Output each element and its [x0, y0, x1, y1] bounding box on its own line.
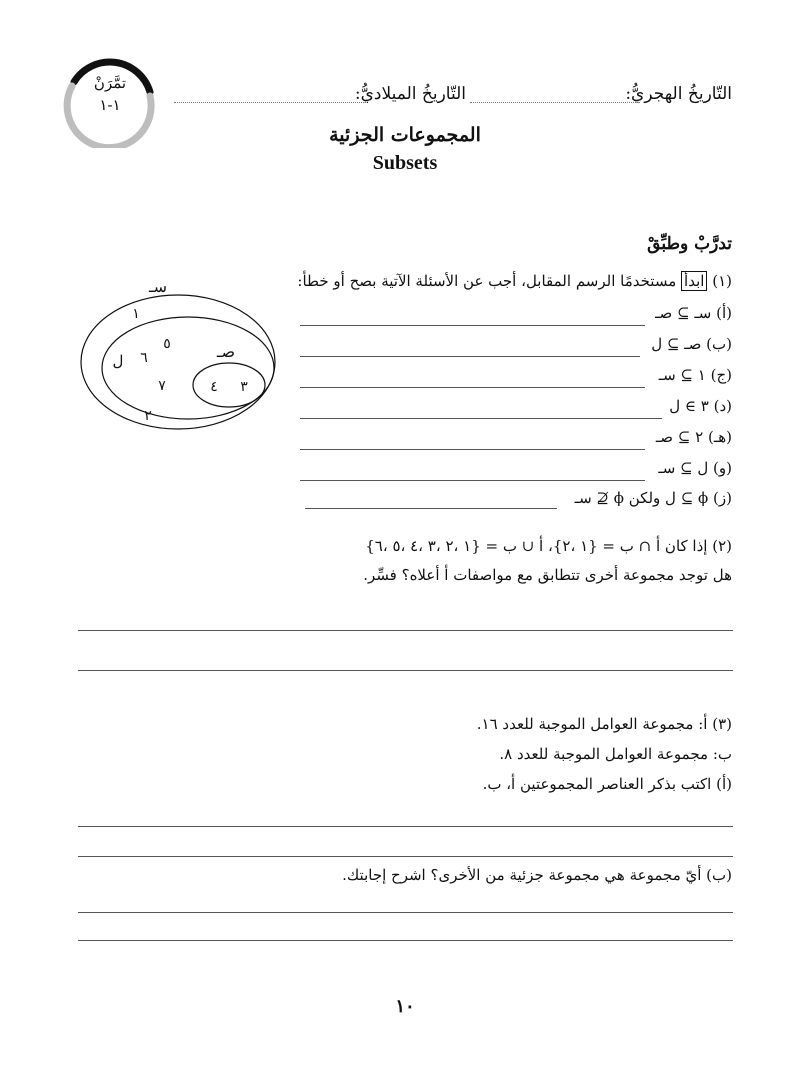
q1-item-c-answer-line[interactable] — [300, 387, 645, 388]
q3a-answer-line-2[interactable] — [78, 856, 733, 857]
q1-item-c-label: (ج) ١ ⊇ سـ — [658, 366, 732, 384]
q1-prompt-text: مستخدمًا الرسم المقابل، أجب عن الأسئلة الآتية بصح أو خطأ: — [297, 272, 677, 290]
q1-item-f-answer-line[interactable] — [300, 480, 645, 481]
q1-item-e-label: (هـ) ٢ ⊇ صـ — [655, 428, 732, 446]
venn-element-4: ٤ — [210, 379, 218, 395]
badge-label: تمَّرَنْ — [93, 74, 127, 92]
venn-element-6: ٦ — [140, 350, 148, 366]
hijri-date-label: التّاريخُ الهجريُّ: — [625, 84, 732, 104]
page-title-english: Subsets — [372, 152, 438, 174]
q3-line3: (أ) اكتب بذكر العناصر المجموعتين ﺃ، ب. — [482, 775, 732, 793]
q1-item-a-answer-line[interactable] — [300, 325, 645, 326]
q2-line1: (٢) إذا كان ﺃ ∩ ب = {١ ،٢}، ﺃ ∪ ب = {١ ،٢ ،٣ ،٤ ،٥ ،٦} — [365, 537, 732, 555]
q3a-answer-line-1[interactable] — [78, 826, 733, 827]
start-tag: ابدأ — [681, 271, 707, 291]
venn-label-m: صـ — [216, 342, 236, 361]
venn-element-1: ١ — [132, 306, 140, 322]
page-number: ١٠ — [395, 996, 415, 1017]
q1-item-d-label: (د) ٣ ∋ ل — [669, 397, 732, 415]
q3-line1: (٣) ﺃ: مجموعة العوامل الموجبة للعدد ١٦. — [476, 715, 732, 733]
venn-label-s: سـ — [148, 277, 168, 296]
q1-item-d-answer-line[interactable] — [300, 418, 662, 419]
q1-item-g-answer-line[interactable] — [305, 508, 557, 509]
q2-answer-line-2[interactable] — [78, 670, 733, 671]
venn-element-3: ٣ — [240, 379, 248, 395]
hijri-date-field[interactable] — [470, 102, 640, 103]
q1-item-a-label: (أ) سـ ⊇ صـ — [655, 304, 732, 322]
venn-element-5: ٥ — [163, 336, 171, 352]
q1-prompt — [297, 272, 732, 290]
venn-label-l: ل — [112, 352, 124, 370]
badge-number: ١-١ — [99, 96, 121, 114]
q3-line2: ب: مجموعة العوامل الموجبة للعدد ٨. — [499, 745, 732, 763]
venn-element-2: ٢ — [144, 408, 152, 424]
q3-part-b: (ب) أيّ مجموعة هي مجموعة جزئية من الأخرى؟ اشرح إجابتك. — [342, 866, 732, 884]
q3b-answer-line-1[interactable] — [78, 912, 733, 913]
q3b-answer-line-2[interactable] — [78, 940, 733, 941]
page-title-arabic: المجموعات الجزئية — [329, 124, 481, 146]
gregorian-date-field[interactable] — [174, 102, 366, 103]
q2-line2: هل توجد مجموعة أخرى تتطابق مع مواصفات ﺃ أعلاه؟ فسِّر. — [363, 566, 732, 584]
venn-set-m-ellipse — [193, 363, 265, 407]
venn-element-7: ٧ — [158, 378, 166, 394]
q2-answer-line-1[interactable] — [78, 630, 733, 631]
q1-item-b-answer-line[interactable] — [300, 356, 640, 357]
venn-set-s-ellipse — [81, 295, 275, 429]
q1-item-b-label: (ب) صـ ⊇ ل — [651, 335, 732, 353]
q1-item-e-answer-line[interactable] — [300, 449, 645, 450]
practice-heading: تدرَّبْ وطبِّقْ — [647, 234, 732, 254]
q1-item-g-label: (ز) ϕ ⊇ ل ولكن ϕ ⊉ سـ — [574, 489, 732, 507]
venn-diagram — [74, 270, 294, 440]
q1-item-f-label: (و) ل ⊇ سـ — [658, 459, 732, 477]
q1-number: (١) — [712, 272, 732, 290]
gregorian-date-label: التّاريخُ الميلاديُّ: — [354, 84, 466, 104]
